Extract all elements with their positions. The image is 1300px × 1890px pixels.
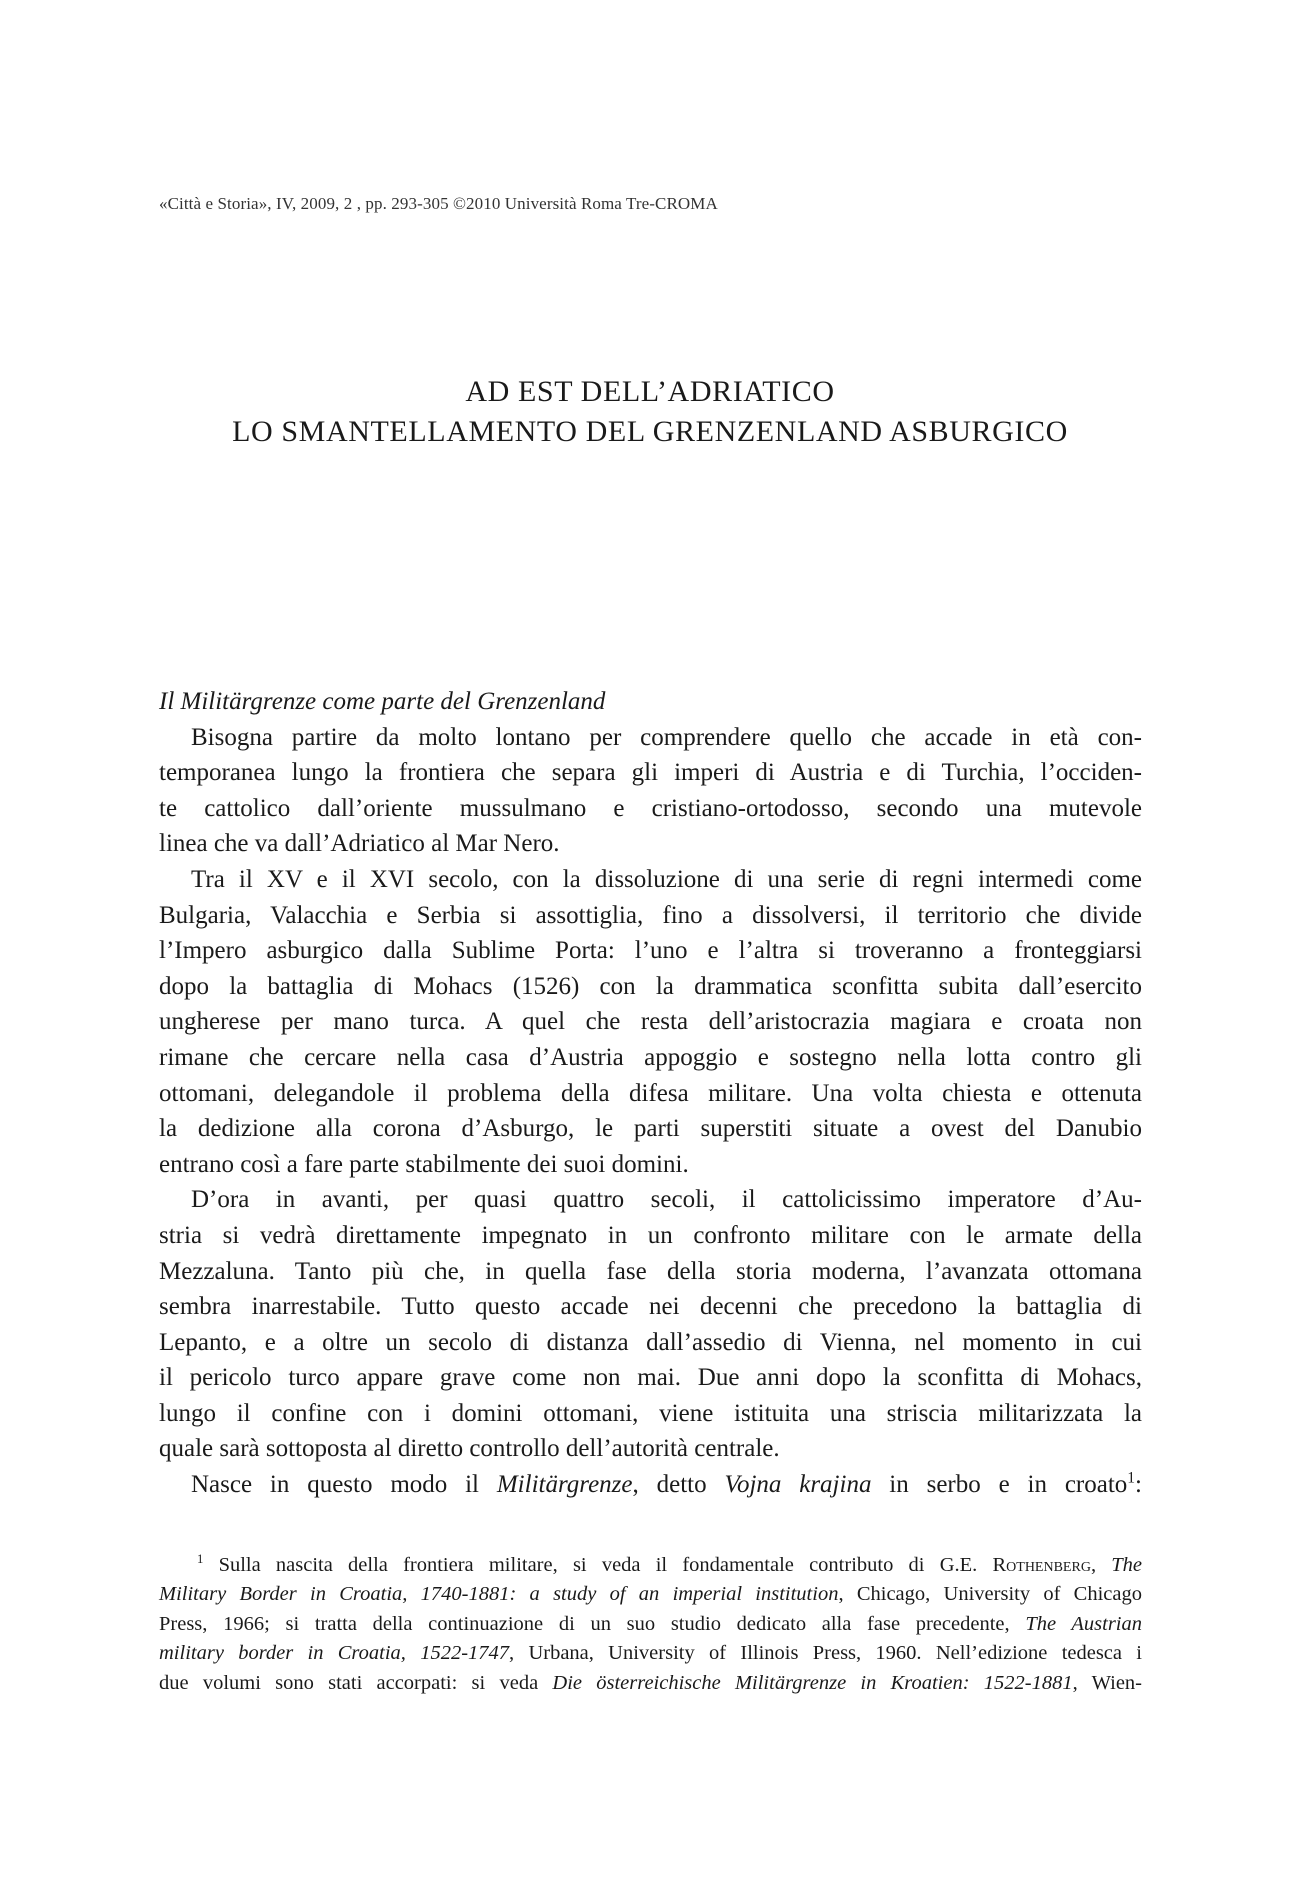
text-run: , Chicago, University of Chicago — [838, 1583, 1142, 1606]
book-title: military border in Croatia, 1522-1747 — [159, 1642, 510, 1665]
text-line — [159, 1467, 1142, 1503]
article-title — [0, 372, 1300, 452]
book-title: The — [1111, 1554, 1143, 1576]
book-title: The Austrian — [1025, 1612, 1142, 1635]
section-heading: Il Militärgrenze come parte del Grenzenland — [159, 688, 606, 715]
text-line: te cattolico dall’oriente mussulmano e cristiano-ortodosso, secondo una mutevole — [159, 794, 1142, 822]
text-line: l’Impero asburgico dalla Sublime Porta: l’uno e l’altra si troveranno a fronteggiarsi — [159, 937, 1142, 965]
paragraph-2 — [159, 862, 1142, 1182]
text-line: rimane che cercare nella casa d’Austria appoggio e sostegno nella lotta contro gli — [159, 1043, 1142, 1071]
text-line: Bisogna partire da molto lontano per comprendere quello che accade in età con- — [191, 723, 1142, 751]
text-line: Lepanto, e a oltre un secolo di distanza dall’assedio di Vienna, nel momento in cui — [159, 1328, 1142, 1356]
text-run: Sulla nascita della frontiera militare, si veda il fondamentale contributo di G.E. — [218, 1554, 993, 1576]
term-militargrenze: Militärgrenze — [496, 1471, 633, 1499]
article-body — [159, 684, 1142, 1503]
text-line: Mezzaluna. Tanto più che, in quella fase della storia moderna, l’avanzata ottomana — [159, 1257, 1142, 1285]
text-run: Nasce in questo modo il — [191, 1471, 497, 1499]
text-line: temporanea lungo la frontiera che separa gli imperi di Austria e di Turchia, l’occiden- — [159, 759, 1142, 787]
text-line: lungo il confine con i domini ottomani, viene istituita una striscia militarizzata la — [159, 1399, 1142, 1427]
footnotes — [159, 1551, 1142, 1698]
text-run: , detto — [632, 1471, 725, 1499]
footnote-line — [159, 1639, 1142, 1668]
text-line: D’ora in avanti, per quasi quattro secoli, il cattolicissimo imperatore d’Au- — [191, 1186, 1142, 1214]
book-title: Die österreichische Militärgrenze in Kroatien: 1522-1881 — [552, 1671, 1073, 1694]
text-run: , — [1090, 1554, 1112, 1576]
text-run: , Wien- — [1072, 1671, 1142, 1694]
text-run: : — [1135, 1471, 1142, 1499]
text-line: quale sarà sottoposta al diretto controllo dell’autorità centrale. — [159, 1435, 780, 1463]
footnote-line — [159, 1669, 1142, 1698]
text-run: in serbo e in croato — [871, 1471, 1128, 1499]
term-vojna-krajina: Vojna krajina — [724, 1471, 872, 1499]
title-line-2: LO SMANTELLAMENTO DEL GRENZENLAND ASBURGICO — [232, 415, 1068, 448]
text-line: Tra il XV e il XVI secolo, con la dissoluzione di una serie di regni intermedi come — [191, 865, 1142, 893]
text-line: Bulgaria, Valacchia e Serbia si assottiglia, fino a dissolversi, il territorio che divide — [159, 901, 1142, 929]
paragraph-4 — [159, 1467, 1142, 1503]
footnote-line — [159, 1580, 1142, 1609]
paragraph-3 — [159, 1182, 1142, 1467]
author-name: Rothenberg — [992, 1554, 1091, 1576]
book-title: Military Border in Croatia, 1740-1881: a study of an imperial institution — [159, 1583, 839, 1606]
text-run: due volumi sono stati accorpati: si veda — [159, 1671, 553, 1694]
text-line: la dedizione alla corona d’Asburgo, le parti superstiti situate a ovest del Danubio — [159, 1115, 1142, 1143]
text-line: sembra inarrestabile. Tutto questo accade nei decenni che precedono la battaglia di — [159, 1293, 1142, 1321]
text-line: ottomani, delegandole il problema della difesa militare. Una volta chiesta e ottenuta — [159, 1079, 1142, 1107]
title-line-1: AD EST DELL’ADRIATICO — [465, 375, 835, 408]
text-line: linea che va dall’Adriatico al Mar Nero. — [159, 830, 560, 858]
text-run: , Urbana, University of Illinois Press, 1960. Nell’edizione tedesca i — [509, 1642, 1142, 1665]
paragraph-1 — [159, 720, 1142, 862]
text-line: entrano così a fare parte stabilmente dei suoi domini. — [159, 1150, 689, 1178]
text-line: ungherese per mano turca. A quel che resta dell’aristocrazia magiara e croata non — [159, 1008, 1142, 1036]
text-line: stria si vedrà direttamente impegnato in un confronto militare con le armate della — [159, 1221, 1142, 1249]
footnote-ref[interactable]: 1 — [1127, 1469, 1136, 1487]
running-head: «Città e Storia», IV, 2009, 2 , pp. 293-305 ©2010 Università Roma Tre-CROMA — [159, 194, 718, 213]
footnote-line — [159, 1551, 1142, 1580]
text-line: il pericolo turco appare grave come non mai. Due anni dopo la sconfitta di Mohacs, — [159, 1364, 1142, 1392]
text-run: Press, 1966; si tratta della continuazione di un suo studio dedicato alla fase precedente, — [159, 1612, 1026, 1635]
footnote-number: 1 — [197, 1552, 204, 1567]
text-line: dopo la battaglia di Mohacs (1526) con la drammatica sconfitta subita dall’esercito — [159, 972, 1142, 1000]
footnote-line — [159, 1610, 1142, 1639]
